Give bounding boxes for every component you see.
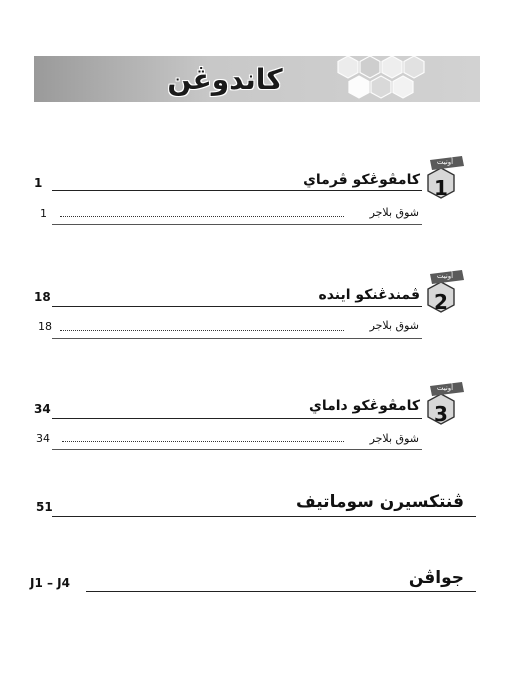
unit-page-1: 1 (34, 176, 43, 190)
dot-leader-3 (62, 441, 344, 442)
project-line (52, 516, 476, 517)
unit-line-3 (52, 418, 422, 419)
unit-title-3: كامڤوڠكو داماي (308, 398, 420, 414)
answers-line (86, 591, 476, 592)
unit-line-2 (52, 306, 422, 307)
sub-label-2: شوق بلاجر (369, 319, 419, 332)
unit-badge-3 (426, 382, 466, 426)
unit-number: 3 (434, 402, 448, 426)
unit-title-2: ڤمندڠنكو ايندە (318, 287, 420, 303)
unit-line-1 (52, 190, 422, 191)
unit-number: 1 (434, 176, 448, 200)
unit-title-1: كامڤوڠكو ڤرماي (303, 172, 420, 188)
unit-number: 2 (434, 290, 448, 314)
sub-page-2: 18 (38, 320, 52, 333)
unit-badge-tag: أونيت (436, 272, 454, 280)
unit-page-2: 18 (34, 290, 51, 304)
sub-line-2 (52, 338, 422, 339)
answers-title: جواڤن (408, 568, 464, 588)
dot-leader-2 (60, 330, 344, 331)
sub-label-1: شوق بلاجر (369, 206, 419, 219)
unit-badge-2 (426, 270, 466, 314)
hexagon-decoration-icon (328, 52, 428, 108)
project-title: ڤنتكسيرن سوماتيف (296, 492, 464, 512)
sub-line-3 (52, 449, 422, 450)
answers-page: J1 – J4 (30, 576, 70, 590)
project-page: 51 (36, 500, 53, 514)
unit-page-3: 34 (34, 402, 51, 416)
dot-leader-1 (60, 216, 344, 217)
unit-badge-tag: أونيت (436, 384, 454, 392)
unit-badge-tag: أونيت (436, 158, 454, 166)
sub-page-3: 34 (36, 432, 50, 445)
sub-page-1: 1 (40, 207, 47, 220)
sub-label-3: شوق بلاجر (369, 432, 419, 445)
unit-badge-1 (426, 156, 466, 200)
page-title: كاندوڠن (167, 63, 283, 96)
sub-line-1 (52, 224, 422, 225)
